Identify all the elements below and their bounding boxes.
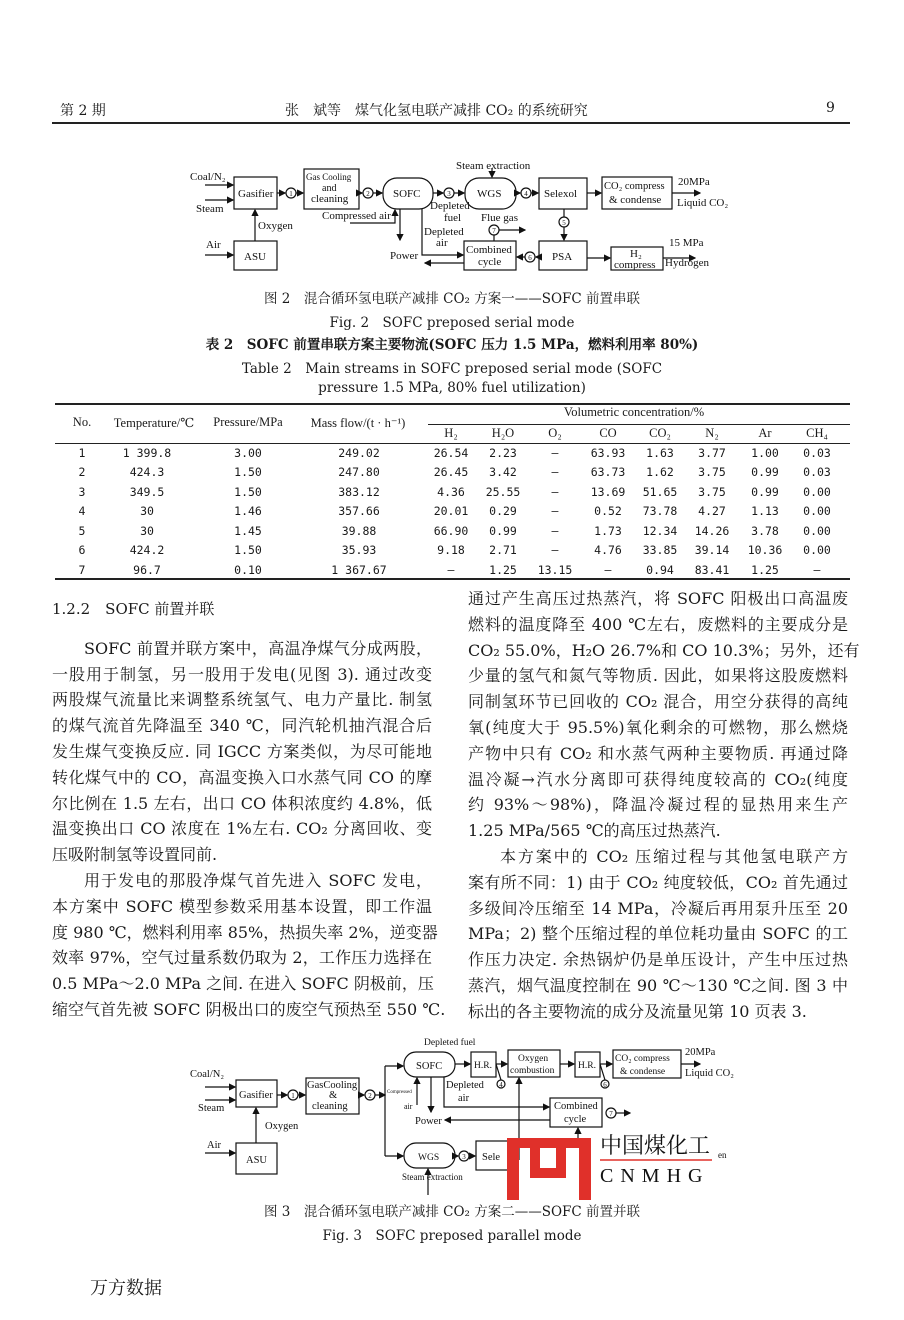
table-cell: 1.73 <box>594 524 622 538</box>
table-cell: 424.3 <box>129 465 165 479</box>
table-2 <box>0 0 904 600</box>
fig2-caption-en: Fig. 2 SOFC preposed serial mode <box>329 315 575 331</box>
table-cell: 2 <box>78 465 86 479</box>
block-cleaning: cleaning <box>311 193 349 205</box>
block-co2-compress: CO₂ compress <box>615 1054 670 1064</box>
label-hydrogen: Hydrogen <box>665 257 709 269</box>
label-compressed: Compressed <box>387 1090 412 1095</box>
table-cell: 13.69 <box>590 485 626 499</box>
running-title: 张 斌等 煤气化氢电联产减排 CO₂ 的系统研究 <box>285 103 588 119</box>
table-cell: — <box>551 446 559 460</box>
stream-6: 6 <box>528 254 532 262</box>
table-cell: 3.75 <box>698 485 726 499</box>
stream-3: 3 <box>462 1153 466 1161</box>
paragraph <box>52 868 446 1023</box>
stream-6: 6 <box>603 1081 607 1089</box>
block-combined-cycle: Combined <box>554 1101 598 1112</box>
table-cell: 0.52 <box>594 504 622 518</box>
label-oxygen: Oxygen <box>258 220 293 232</box>
stream-2: 2 <box>366 190 370 198</box>
label-20mpa: 20MPa <box>678 176 710 188</box>
table-cell: 13.15 <box>537 563 573 577</box>
label-20mpa: 20MPa <box>685 1047 716 1058</box>
table-cell: 0.99 <box>751 485 779 499</box>
table-cell: 249.02 <box>338 446 380 460</box>
col-header-temperature: Temperature/℃ <box>113 416 195 430</box>
col-header-pressure: Pressure/MPa <box>213 415 283 429</box>
text-line: 转化煤气中的 CO，高温变换入口水蒸气同 CO 的摩 <box>52 767 432 787</box>
table-cell: 2.23 <box>489 446 517 460</box>
table-cell: 1 367.67 <box>331 563 387 577</box>
paragraph <box>468 586 860 844</box>
watermark-logo <box>507 1138 591 1200</box>
text-line: 效率 97%，空气过量系数仍取为 2，工作压力选择在 <box>52 948 432 968</box>
table-cell: 73.78 <box>642 504 678 518</box>
text-line: 的煤气流首先降温至 340 ℃，同汽轮机抽汽混合后 <box>52 716 432 736</box>
block-cycle: cycle <box>478 256 502 268</box>
col-header-species: CH₄ <box>806 426 828 440</box>
text-line: 通过产生高压过热蒸汽，将 SOFC 阳极出口高温废 <box>468 589 848 608</box>
fig2-caption-cn: 图 2 混合循环氢电联产减排 CO₂ 方案一——SOFC 前置串联 <box>263 291 641 307</box>
table-cell: — <box>551 465 559 479</box>
text-line: 温变换出口 CO 浓度在 1%左右. CO₂ 分离回收、变 <box>52 819 432 839</box>
table-cell: 383.12 <box>338 485 380 499</box>
block-selexol: Sele <box>482 1152 501 1163</box>
paragraph <box>52 636 432 868</box>
block-wgs: WGS <box>477 188 502 200</box>
text-line: 燃料的温度降至 400 ℃左右，废燃料的主要成分是 <box>468 614 848 634</box>
label-air: Air <box>206 239 221 251</box>
table-cell: 0.10 <box>234 563 262 577</box>
table-cell: 0.03 <box>803 465 831 479</box>
stream-7: 7 <box>492 227 496 235</box>
paragraph <box>468 844 848 1025</box>
table-cell: 51.65 <box>642 485 678 499</box>
label-steam: Steam <box>196 203 224 215</box>
block-asu: ASU <box>244 251 267 263</box>
block-co2-condense: & condense <box>620 1067 666 1077</box>
table-cell: 33.85 <box>642 543 678 557</box>
table-cell: 1.25 <box>751 563 779 577</box>
label-compressed-air: air <box>404 1102 413 1111</box>
table-cell: 5 <box>78 524 86 538</box>
table-cell: — <box>551 504 559 518</box>
text-line: 发生煤气变换反应. 同 IGCC 方案类似，为尽可能地 <box>52 741 432 761</box>
table-cell: 0.99 <box>751 465 779 479</box>
table-cell: 12.34 <box>642 524 678 538</box>
table-cell: 1.13 <box>751 504 779 518</box>
table-cell: 39.88 <box>341 524 377 538</box>
stream-4: 4 <box>499 1081 503 1089</box>
fig3-caption-en: Fig. 3 SOFC preposed parallel mode <box>322 1228 582 1244</box>
table-cell: 1.63 <box>646 446 674 460</box>
table-cell: 1.50 <box>234 485 262 499</box>
table-cell: 357.66 <box>338 504 380 518</box>
text-line: 多级间冷压缩至 14 MPa，冷凝后再用泵升压至 20 <box>468 898 848 918</box>
table2-caption-en-2: pressure 1.5 MPa, 80% fuel utilization) <box>318 380 586 396</box>
text-line: 压吸附制氢等设置同前. <box>52 845 218 865</box>
label-depleted-air: Depleted <box>424 226 464 238</box>
col-header-species: CO₂ <box>649 426 671 440</box>
table-cell: 66.90 <box>433 524 469 538</box>
text-line: 缩空气首先被 SOFC 阴极出口的废空气预热至 550 ℃. <box>52 999 446 1019</box>
stream-5: 5 <box>562 219 566 227</box>
text-line: 1.25 MPa/565 ℃的高压过热蒸汽. <box>468 821 721 841</box>
table-cell: 20.01 <box>433 504 469 518</box>
table-cell: 4 <box>78 504 86 518</box>
table-group-rule <box>428 424 850 425</box>
stream-7: 7 <box>609 1110 613 1118</box>
fig3-caption-cn: 图 3 混合循环氢电联产减排 CO₂ 方案二——SOFC 前置并联 <box>263 1204 641 1220</box>
text-line: 用于发电的那股净煤气首先进入 SOFC 发电， <box>84 870 432 890</box>
table-cell: 96.7 <box>133 563 161 577</box>
table-cell: 0.94 <box>646 563 674 577</box>
table-header-rule <box>55 443 850 444</box>
text-line: 少量的氢气和氮气等物质. 因此，如果将这股废燃料 <box>468 666 848 686</box>
table-cell: 6 <box>78 543 86 557</box>
table-bottom-rule <box>55 578 850 580</box>
table2-caption-en: Table 2 Main streams in SOFC preposed serial mode (SOFC <box>241 361 663 377</box>
text-line: 度 980 ℃，燃料利用率 85%，热损失率 2%，逆变器 <box>52 922 438 942</box>
table-cell: 63.73 <box>590 465 626 479</box>
table-cell: 1.45 <box>234 524 262 538</box>
table-cell: 63.93 <box>590 446 626 460</box>
watermark-cn: 中国煤化工 <box>600 1133 711 1158</box>
table-cell: 14.26 <box>694 524 730 538</box>
table-cell: 3.77 <box>698 446 726 460</box>
table-cell: — <box>447 563 455 577</box>
block-gas-cooling: Gas Cooling <box>306 172 352 182</box>
text-line: 两股煤气流量比来调整系统氢气、电力产量比. 制氢 <box>52 690 432 710</box>
table-cell: 3.78 <box>751 524 779 538</box>
text-line: MPa；2) 整个压缩过程的单位耗功量由 SOFC 的工 <box>468 924 848 944</box>
label-steam: Steam <box>198 1103 225 1114</box>
text-line: 约 93%～98%)，降温冷凝过程的显热用来生产 <box>468 795 848 815</box>
watermark-sup: en <box>718 1150 727 1160</box>
label-depleted-fuel: Depleted <box>430 200 470 212</box>
block-gasifier: Gasifier <box>238 188 274 200</box>
table-cell: 4.27 <box>698 504 726 518</box>
text-line: 作压力决定. 余热锅炉仍是单压设计，产生中压过热 <box>468 950 848 970</box>
stream-3: 3 <box>447 190 451 198</box>
text-line: 同制氢环节已回收的 CO₂ 混合，用空分获得的高纯 <box>468 692 848 712</box>
table-cell: 26.54 <box>433 446 469 460</box>
table-cell: 247.80 <box>338 465 380 479</box>
table-cell: — <box>604 563 612 577</box>
table-cell: 424.2 <box>129 543 165 557</box>
table2-caption-cn: 表 2 SOFC 前置串联方案主要物流(SOFC 压力 1.5 MPa，燃料利用率 80%) <box>205 337 699 353</box>
col-header-species: Ar <box>758 426 772 440</box>
table-cell: 1.25 <box>489 563 517 577</box>
text-line: 产物中只有 CO₂ 和水蒸气两种主要物质. 再通过降 <box>468 743 848 763</box>
label-depleted-air: Depleted <box>446 1080 484 1091</box>
text-line: SOFC 前置并联方案中，高温净煤气分成两股， <box>84 638 432 658</box>
col-header-mass-flow: Mass flow/(t · h⁻¹) <box>310 416 406 430</box>
label-coal: Coal/N₂ <box>190 171 226 183</box>
table-cell: 0.00 <box>803 524 831 538</box>
watermark-en: CNMHG <box>600 1165 710 1187</box>
text-line: 一股用于制氢，另一股用于发电(见图 3). 通过改变 <box>52 664 432 684</box>
block-cycle: cycle <box>564 1114 587 1125</box>
label-15mpa: 15 MPa <box>669 237 704 249</box>
text-line: 氧(纯度大于 95.5%)氧化剩余的可燃物，那么燃烧 <box>468 717 848 737</box>
label-oxygen: Oxygen <box>265 1121 299 1132</box>
table-cell: — <box>551 524 559 538</box>
table-cell: 0.00 <box>803 504 831 518</box>
label-fuel: fuel <box>444 212 462 224</box>
stream-4: 4 <box>524 190 528 198</box>
table-cell: 26.45 <box>433 465 469 479</box>
text-line: 0.5 MPa～2.0 MPa 之间. 在进入 SOFC 阴极前，压 <box>52 974 434 994</box>
label-power: Power <box>415 1116 442 1127</box>
table-cell: 1.46 <box>234 504 262 518</box>
text-line: 本方案中 SOFC 模型参数采用基本设置，即工作温 <box>52 896 432 916</box>
table-cell: 3.42 <box>489 465 517 479</box>
table-cell: — <box>813 563 821 577</box>
table-cell: — <box>551 543 559 557</box>
table-cell: 2.71 <box>489 543 517 557</box>
table-cell: 0.00 <box>803 485 831 499</box>
col-header-species: O₂ <box>548 426 562 440</box>
table-cell: 10.36 <box>747 543 783 557</box>
text-line: 蒸汽，烟气温度控制在 90 ℃～130 ℃之间. 图 3 中 <box>468 975 848 995</box>
table-cell: 0.00 <box>803 543 831 557</box>
col-header-no: No. <box>72 415 92 429</box>
table-cell: 7 <box>78 563 86 577</box>
table-cell: 0.99 <box>489 524 517 538</box>
table-top-rule <box>55 403 850 405</box>
table-cell: 30 <box>140 524 154 538</box>
block-heat-recovery-2: H.R. <box>578 1061 596 1071</box>
block-co2-condense: & condense <box>609 194 662 206</box>
table-cell: 35.93 <box>341 543 377 557</box>
table-cell: 1 <box>78 446 86 460</box>
table-cell: 3.75 <box>698 465 726 479</box>
text-line: 本方案中的 CO₂ 压缩过程与其他氢电联产方 <box>500 846 848 866</box>
table-cell: 4.76 <box>594 543 622 557</box>
table-cell: 1 399.8 <box>122 446 172 460</box>
label-steam-extraction: Steam extraction <box>456 160 531 172</box>
block-h2-compress: compress <box>614 259 656 271</box>
col-header-volumetric: Volumetric concentration/% <box>563 405 705 419</box>
stream-1: 1 <box>291 1092 295 1100</box>
block-sofc: SOFC <box>393 188 421 200</box>
table-cell: 39.14 <box>694 543 730 557</box>
table-cell: 30 <box>140 504 154 518</box>
footer-source: 万方数据 <box>90 1278 162 1299</box>
table-cell: 1.50 <box>234 543 262 557</box>
table-cell: 349.5 <box>129 485 165 499</box>
table-cell: 4.36 <box>437 485 465 499</box>
table-cell: 25.55 <box>485 485 521 499</box>
block-combined-cycle: Combined <box>466 244 512 256</box>
block-psa: PSA <box>552 251 573 263</box>
label-air-dep: air <box>436 237 448 249</box>
label-coal: Coal/N₂ <box>190 1069 224 1080</box>
block-gasifier: Gasifier <box>239 1090 273 1101</box>
journal-issue: 第 2 期 <box>60 103 106 119</box>
block-gas-cooling: GasCooling <box>307 1080 358 1091</box>
label-steam-extraction: Steam extraction <box>402 1172 463 1182</box>
block-h2: H₂ <box>630 248 642 260</box>
block-heat-recovery-1: H.R. <box>474 1061 492 1071</box>
table-cell: — <box>551 485 559 499</box>
table-cell: 9.18 <box>437 543 465 557</box>
text-line: 温冷凝→汽水分离即可获得纯度较高的 CO₂(纯度 <box>468 769 848 789</box>
text-line: 尔比例在 1.5 左右，出口 CO 体积浓度约 4.8%，低 <box>52 793 432 813</box>
label-power: Power <box>390 250 419 262</box>
stream-2: 2 <box>368 1092 372 1100</box>
right-column <box>468 586 860 1025</box>
left-column <box>52 597 446 1023</box>
block-cleaning: cleaning <box>312 1101 348 1112</box>
block-gas-cooling-and: & <box>329 1090 338 1101</box>
page-number: 9 <box>826 100 835 116</box>
stream-1: 1 <box>289 190 293 198</box>
text-line: 标出的各主要物流的成分及流量见第 10 页表 3. <box>468 1001 807 1021</box>
text-line: CO₂ 55.0%，H₂O 26.7%和 CO 10.3%；另外，还有 <box>468 640 860 660</box>
col-header-species: H₂ <box>444 426 458 440</box>
block-asu: ASU <box>246 1155 268 1166</box>
label-flue-gas: Flue gas <box>481 212 518 224</box>
table-cell: 0.29 <box>489 504 517 518</box>
col-header-species: CO <box>599 426 617 440</box>
block-selexol: Selexol <box>544 188 577 200</box>
table-cell: 83.41 <box>694 563 730 577</box>
block-co2-compress: CO₂ compress <box>604 181 665 192</box>
col-header-species: H₂O <box>491 426 515 440</box>
table-cell: 0.03 <box>803 446 831 460</box>
block-combustion: combustion <box>510 1066 555 1076</box>
label-liquid-co2: Liquid CO₂ <box>685 1068 734 1079</box>
text-line: 案有所不同：1) 由于 CO₂ 纯度较低，CO₂ 首先通过 <box>468 872 848 892</box>
table-cell: 1.50 <box>234 465 262 479</box>
label-liquid-co2: Liquid CO₂ <box>677 197 729 209</box>
label-air: Air <box>207 1140 221 1151</box>
label-depleted-fuel: Depleted fuel <box>424 1038 476 1048</box>
col-header-species: N₂ <box>705 426 719 440</box>
label-compressed-air: Compressed air <box>322 210 391 222</box>
block-wgs: WGS <box>418 1153 440 1163</box>
table-cell: 3.00 <box>234 446 262 460</box>
figure-3-diagram <box>0 1030 904 1200</box>
section-heading: 1.2.2 SOFC 前置并联 <box>52 600 215 618</box>
block-gas-cooling-and: and <box>322 183 337 194</box>
block-oxygen-combustion: Oxygen <box>518 1054 549 1064</box>
label-air-dep: air <box>458 1093 470 1104</box>
table-cell: 1.00 <box>751 446 779 460</box>
table-cell: 1.62 <box>646 465 674 479</box>
table-cell: 3 <box>78 485 86 499</box>
block-sofc: SOFC <box>416 1061 443 1072</box>
